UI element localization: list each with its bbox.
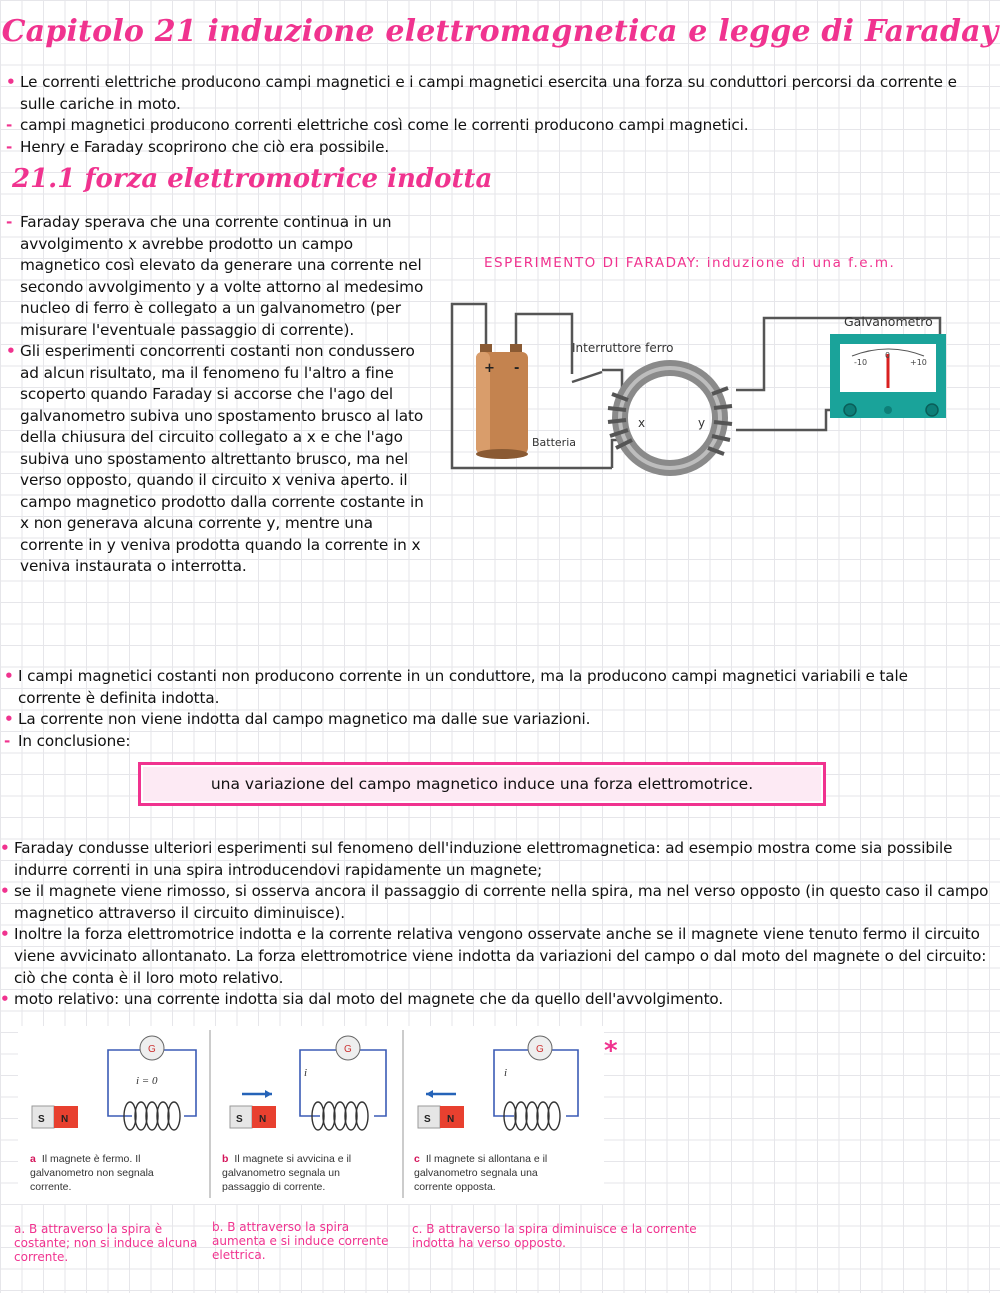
coil-x-label: x bbox=[638, 416, 646, 430]
battery-plus: + bbox=[484, 361, 495, 376]
bullet-dot: • bbox=[0, 882, 10, 901]
galvanometer bbox=[830, 334, 946, 418]
scale-left: -10 bbox=[854, 358, 868, 367]
middle-item: • I campi magnetici costanti non producono corrente in un conduttore, ma la producono campi magnetici variabili e tale corrente è definita indotta. bbox=[4, 667, 908, 707]
bullet-dot: • bbox=[0, 839, 10, 857]
note-a: a. B attraverso la spira è costante; non si induce alcuna corrente. bbox=[14, 1222, 198, 1264]
magnet-s: S bbox=[424, 1114, 431, 1125]
intro-list bbox=[6, 72, 966, 158]
lower-item: • Inoltre la forza elettromotrice indotta e la corrente relativa vengono osservate anche se il magnete viene tenuto fermo il circuito viene avvicinato allontanato. La forza elettromotrice viene indotta da variazioni del campo o dal moto del magnete o del circuito: ciò che conta è il loro moto relativo. bbox=[0, 925, 987, 987]
magnet-n: N bbox=[61, 1114, 69, 1125]
current-label: i bbox=[304, 1067, 308, 1079]
faraday-experiment-diagram bbox=[440, 290, 960, 490]
middle-item: • La corrente non viene indotta dal campo magnetico ma dalle sue variazioni. bbox=[4, 709, 974, 731]
caption-text: Il magnete si avvicina e il galvanometro segnala un passaggio di corrente. bbox=[222, 1153, 352, 1193]
coil-y-label: y bbox=[698, 416, 706, 430]
magnet-n: N bbox=[259, 1114, 267, 1125]
note-c: c. B attraverso la spira diminuisce e la corrente indotta ha verso opposto. bbox=[412, 1222, 697, 1250]
bullet-dash: - bbox=[6, 213, 13, 231]
magnet-s: S bbox=[236, 1114, 243, 1125]
bullet-dash: - bbox=[6, 137, 13, 156]
bullet-dot: • bbox=[6, 73, 16, 91]
intro-item: • Le correnti elettriche producono campi magnetici e i campi magnetici esercita una forza su conduttori percorsi da corrente e sulle cariche in moto. bbox=[6, 73, 957, 113]
left-column-text bbox=[6, 212, 426, 578]
panel-c-caption bbox=[414, 1152, 574, 1194]
left-item: • Gli esperimenti concorrenti costanti non condussero ad alcun risultato, ma il fenomeno fu l'altro a fine scoperto quando Faraday si accorse che l'ago del galvanometro subiva uno spostamento brusco al lato della chiusura del circuito collegato a x e che l'ago subiva uno spostamento altrettanto brusco, ma nel verso opposto, quando il circuito x veniva aperto. il campo magnetico prodotto dalla corrente costante in x non generava alcuna corrente y, mentre una corrente in y veniva prodotta quando la corrente in x veniva instaurata o interrotta. bbox=[6, 342, 424, 575]
lower-item: • Faraday condusse ulteriori esperimenti sul fenomeno dell'induzione elettromagnetica: ad esempio mostra come sia possibile indurre correnti in una spira introducendovi rapidamente un magnete; bbox=[0, 839, 953, 879]
conclusion-box bbox=[138, 762, 826, 806]
scale-mid: 0 bbox=[885, 351, 891, 360]
bullet-dash: - bbox=[4, 731, 11, 750]
battery bbox=[476, 344, 528, 459]
middle-list bbox=[4, 666, 974, 752]
left-item: - Faraday sperava che una corrente continua in un avvolgimento x avrebbe prodotto un campo magnetico così elevato da generare una corrente nel secondo avvolgimento y a volte attorno al medesimo nucleo di ferro è collegato a un galvanometro (per misurare l'eventuale passaggio di corrente). bbox=[6, 213, 424, 339]
page-title: Capitolo 21 induzione elettromagnetica e legge di Faraday bbox=[1, 14, 999, 49]
gauge-label: G bbox=[148, 1044, 156, 1055]
middle-item: - In conclusione: bbox=[4, 731, 974, 753]
current-label: i = 0 bbox=[136, 1075, 158, 1087]
battery-label: Batteria bbox=[532, 436, 576, 449]
galvanometer-label: Galvanometro bbox=[844, 314, 933, 329]
note-b: b. B attraverso la spira aumenta e si induce corrente elettrica. bbox=[212, 1220, 389, 1262]
caption-text: Il magnete si allontana e il galvanometro segnala una corrente opposta. bbox=[414, 1153, 548, 1193]
star-mark: * bbox=[604, 1036, 618, 1066]
caption-text: Il magnete è fermo. Il galvanometro non segnala corrente. bbox=[30, 1153, 154, 1193]
bullet-dot: • bbox=[0, 925, 10, 944]
caption-letter: b bbox=[222, 1153, 229, 1165]
current-label: i bbox=[504, 1067, 508, 1079]
lower-item: • moto relativo: una corrente indotta sia dal moto del magnete che da quello dell'avvolgimento. bbox=[0, 989, 990, 1011]
intro-item: - campi magnetici producono correnti elettriche così come le correnti producono campi magnetici. bbox=[6, 115, 966, 137]
section-title: 21.1 forza elettromotrice indotta bbox=[12, 164, 493, 194]
battery-minus: - bbox=[514, 361, 520, 376]
boxed-statement: una variazione del campo magnetico induce una forza elettromotrice. bbox=[210, 775, 754, 793]
bullet-dash: - bbox=[6, 116, 13, 135]
caption-letter: c bbox=[414, 1153, 420, 1165]
magnet-n: N bbox=[447, 1114, 455, 1125]
bullet-dot: • bbox=[4, 667, 14, 685]
panel-a-caption bbox=[30, 1152, 180, 1194]
gauge-label: G bbox=[344, 1044, 352, 1055]
experiment-heading: ESPERIMENTO DI FARADAY: induzione di una f.e.m. bbox=[484, 255, 896, 271]
gauge-label: G bbox=[536, 1044, 544, 1055]
lower-list bbox=[0, 838, 990, 1011]
panel-b-caption bbox=[222, 1152, 377, 1194]
scale-right: +10 bbox=[910, 358, 927, 367]
intro-item: - Henry e Faraday scoprirono che ciò era possibile. bbox=[6, 137, 966, 159]
bullet-dot: • bbox=[6, 342, 16, 360]
bullet-dot: • bbox=[0, 990, 10, 1009]
switch-label: Interruttore ferro bbox=[572, 341, 674, 355]
lower-item: • se il magnete viene rimosso, si osserva ancora il passaggio di corrente nella spira, ma nel verso opposto (in questo caso il campo magnetico attraverso il circuito diminuisce). bbox=[0, 882, 989, 922]
bullet-dot: • bbox=[4, 710, 14, 729]
magnet-s: S bbox=[38, 1114, 45, 1125]
caption-letter: a bbox=[30, 1153, 36, 1165]
